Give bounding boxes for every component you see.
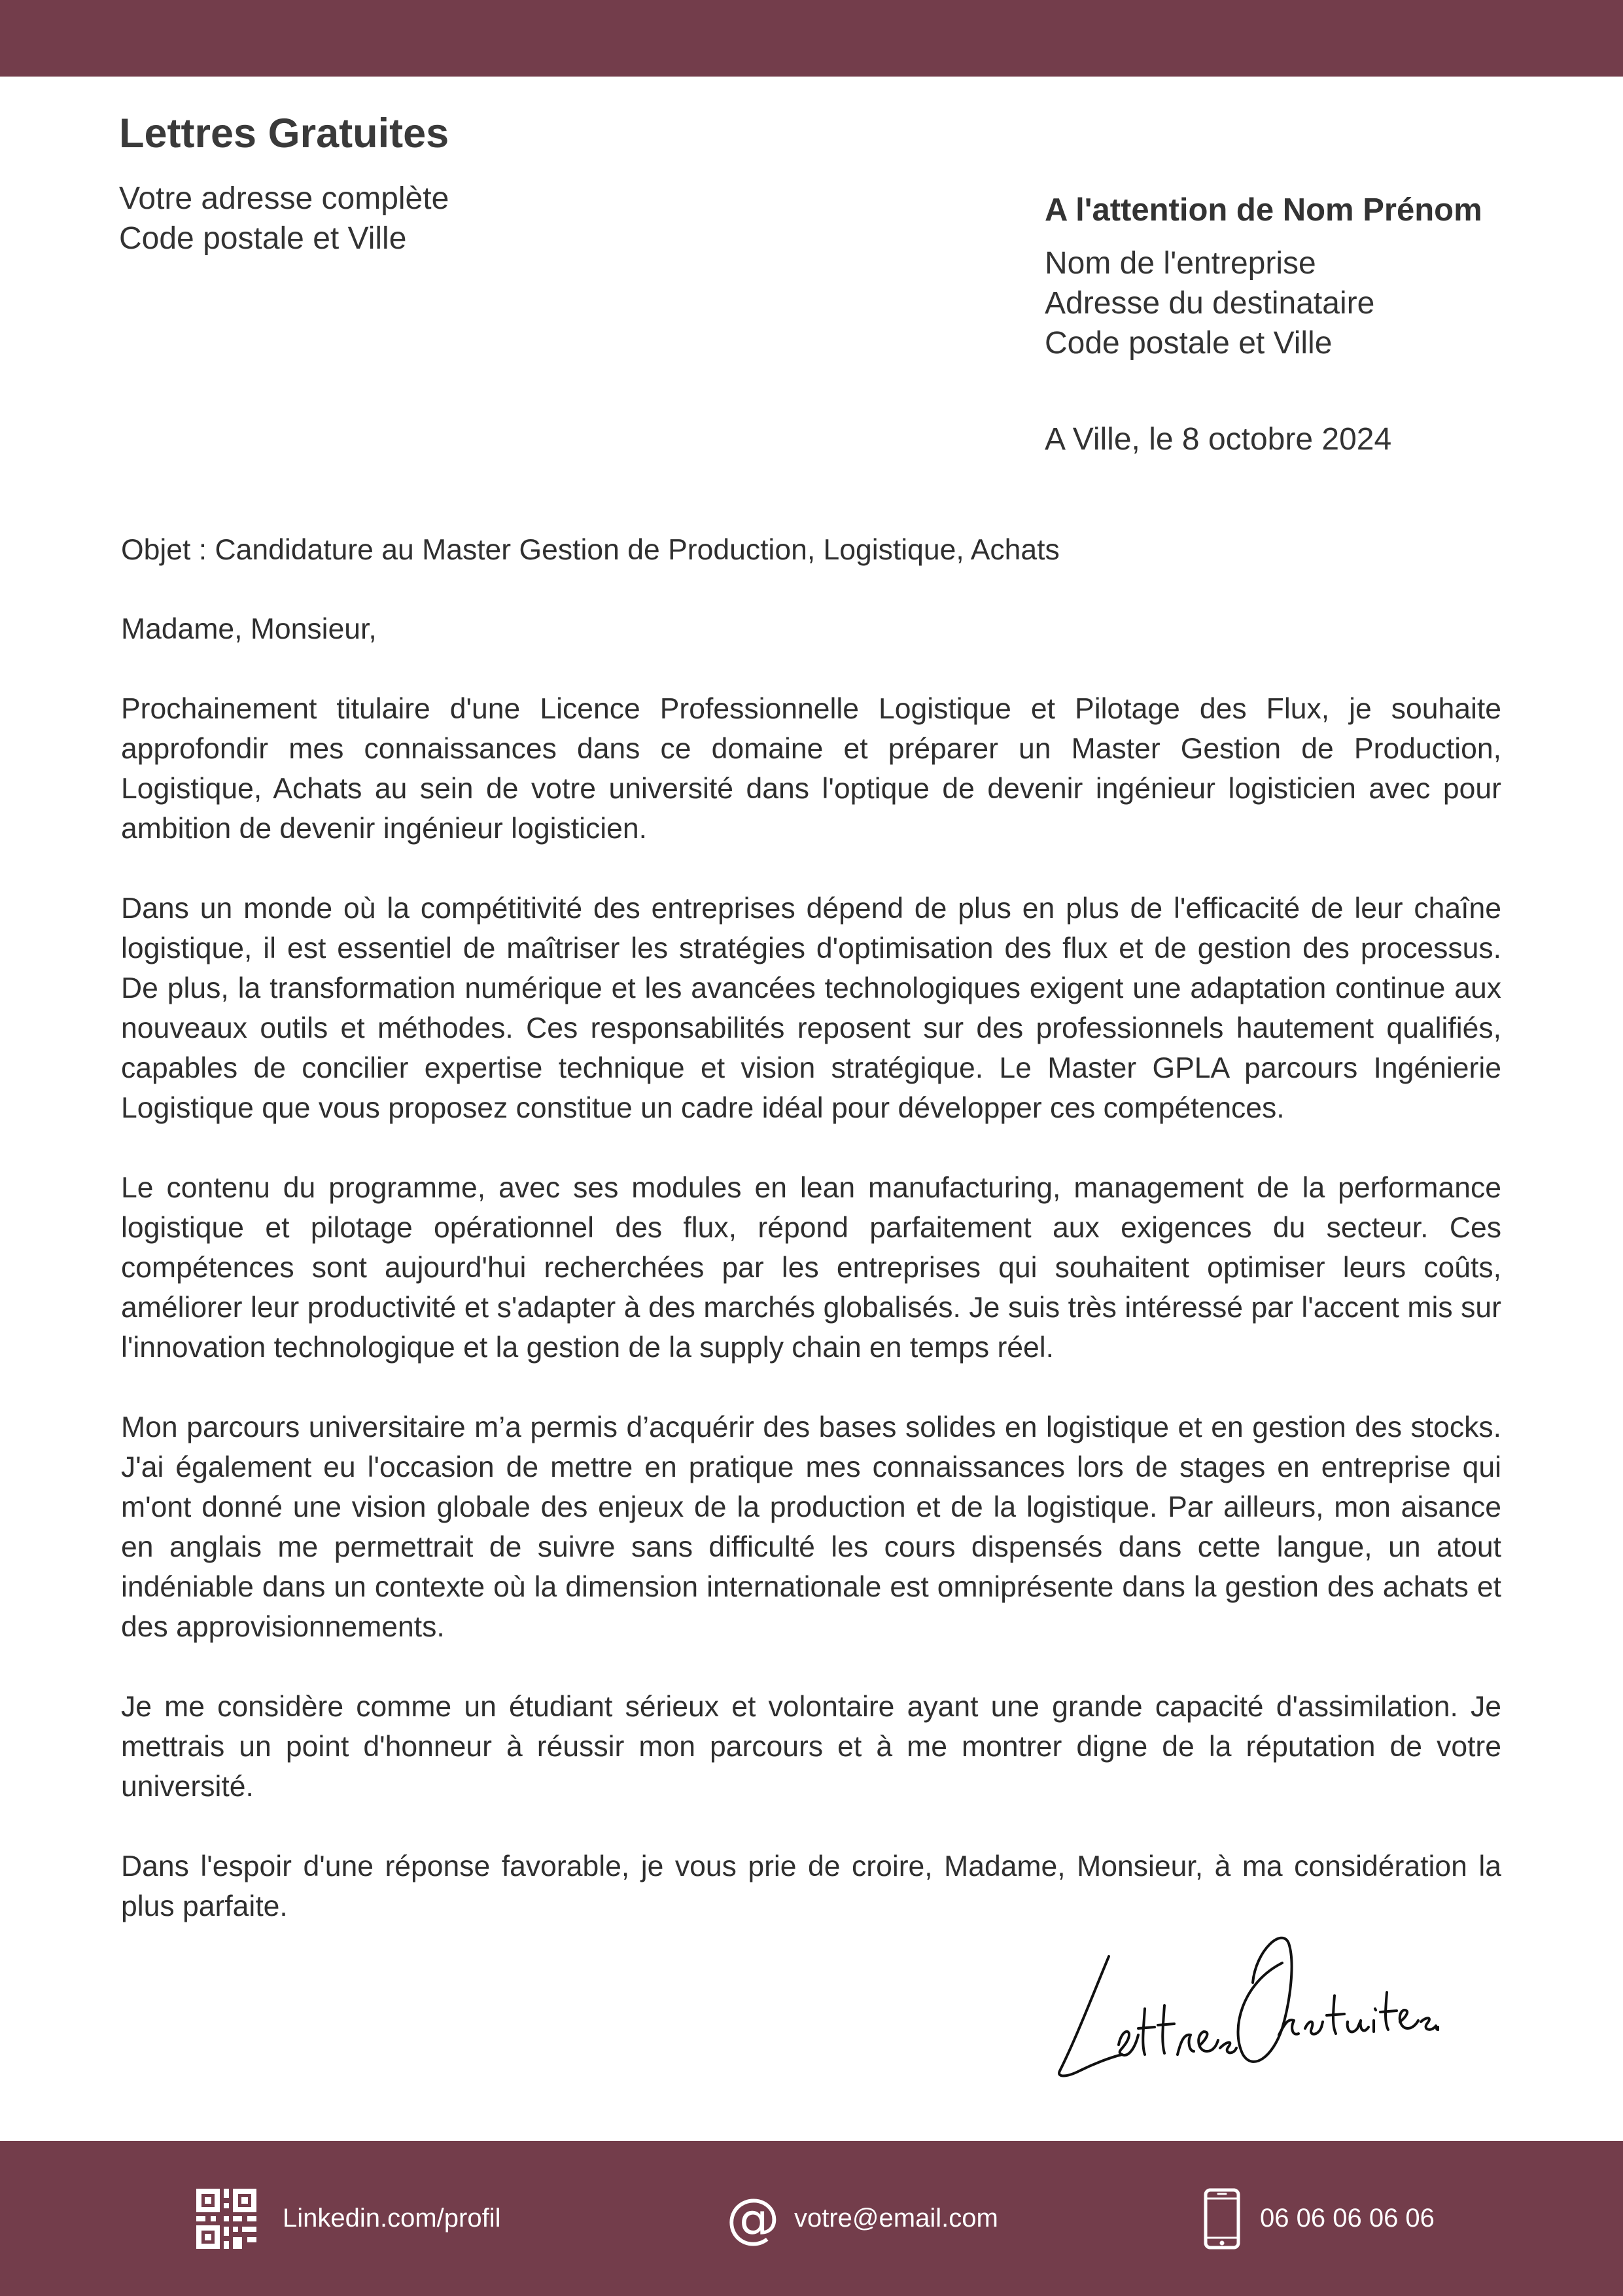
letter-subject: Objet : Candidature au Master Gestion de Production, Logistique, Achats <box>121 534 1060 566</box>
paragraph-program: Le contenu du programme, avec ses modules en lean manufacturing, management de la performance logistique et pilotage opérationnel des flux, répond parfaitement aux exigences du secteur. Ces compétences sont aujourd'hui recherchées par les entreprises qui souhaitent optimiser leurs coûts, améliorer leur productivité et s'adapter à des marchés globalisés. Je suis très intéressé par l'accent mis sur l'innovation technologique et la gestion de la supply chain en temps réel. <box>121 1172 1501 1364</box>
sender-block <box>119 111 708 258</box>
recipient-block <box>1045 190 1594 363</box>
qr-code-icon <box>196 2189 256 2249</box>
letter-salutation: Madame, Monsieur, <box>121 613 377 645</box>
at-sign-icon: @ <box>726 2187 780 2250</box>
letter-body <box>121 530 1501 1966</box>
footer-bar <box>0 2141 1623 2296</box>
sender-address-line1: Votre adresse complète <box>119 181 449 217</box>
phone-number[interactable]: 06 06 06 06 06 <box>1260 2204 1435 2233</box>
phone-icon <box>1204 2188 1240 2250</box>
recipient-city: Code postale et Ville <box>1045 326 1333 361</box>
letter-date: A Ville, le 8 octobre 2024 <box>1045 422 1392 457</box>
paragraph-context: Dans un monde où la compétitivité des entreprises dépend de plus en plus de l'efficacité de leur chaîne logistique, il est essentiel de maîtriser les stratégies d'optimisation des flux et de gestion des processus. De plus, la transformation numérique et les avancées technologiques exigent une adaptation continue aux nouveaux outils et méthodes. Ces responsabilités reposent sur des professionnels hautement qualifiés, capables de concilier expertise technique et vision stratégique. Le Master GPLA parcours Ingénierie Logistique que vous proposez constitue un cadre idéal pour développer ces compétences. <box>121 892 1501 1124</box>
sender-address-line2: Code postale et Ville <box>119 221 407 256</box>
recipient-attention: A l'attention de Nom Prénom <box>1045 192 1482 228</box>
footer-linkedin[interactable] <box>196 2141 501 2296</box>
header-bar <box>0 0 1623 77</box>
linkedin-link[interactable]: Linkedin.com/profil <box>283 2204 501 2233</box>
sender-name: Lettres Gratuites <box>119 111 449 156</box>
paragraph-intro: Prochainement titulaire d'une Licence Professionnelle Logistique et Pilotage des Flux, je souhaite approfondir mes connaissances dans ce domaine et préparer un Master Gestion de Production, Logistique, Achats au sein de votre université dans l'optique de devenir ingénieur logisticien avec pour ambition de devenir ingénieur logisticien. <box>121 693 1501 845</box>
handwritten-signature <box>1047 1924 1439 2087</box>
recipient-address: Adresse du destinataire <box>1045 286 1375 321</box>
paragraph-motivation: Je me considère comme un étudiant sérieux et volontaire ayant une grande capacité d'assimilation. Je mettrais un point d'honneur à réussir mon parcours et à me montrer digne de la réputation de votre université. <box>121 1691 1501 1803</box>
paragraph-background: Mon parcours universitaire m’a permis d’acquérir des bases solides en logistique et en gestion des stocks. J'ai également eu l'occasion de mettre en pratique mes connaissances lors de stages en entreprise qui m'ont donné une vision globale des enjeux de la production et de la logistique. Par ailleurs, mon aisance en anglais me permettrait de suivre sans difficulté les cours dispensés dans cette langue, un atout indéniable dans un contexte où la dimension internationale est omniprésente dans la gestion des achats et des approvisionnements. <box>121 1411 1501 1643</box>
footer-email[interactable] <box>726 2141 998 2296</box>
footer-phone[interactable] <box>1204 2141 1435 2296</box>
recipient-company: Nom de l'entreprise <box>1045 246 1316 281</box>
email-link[interactable]: votre@email.com <box>794 2204 998 2233</box>
paragraph-closing: Dans l'espoir d'une réponse favorable, je vous prie de croire, Madame, Monsieur, à ma considération la plus parfaite. <box>121 1850 1501 1922</box>
